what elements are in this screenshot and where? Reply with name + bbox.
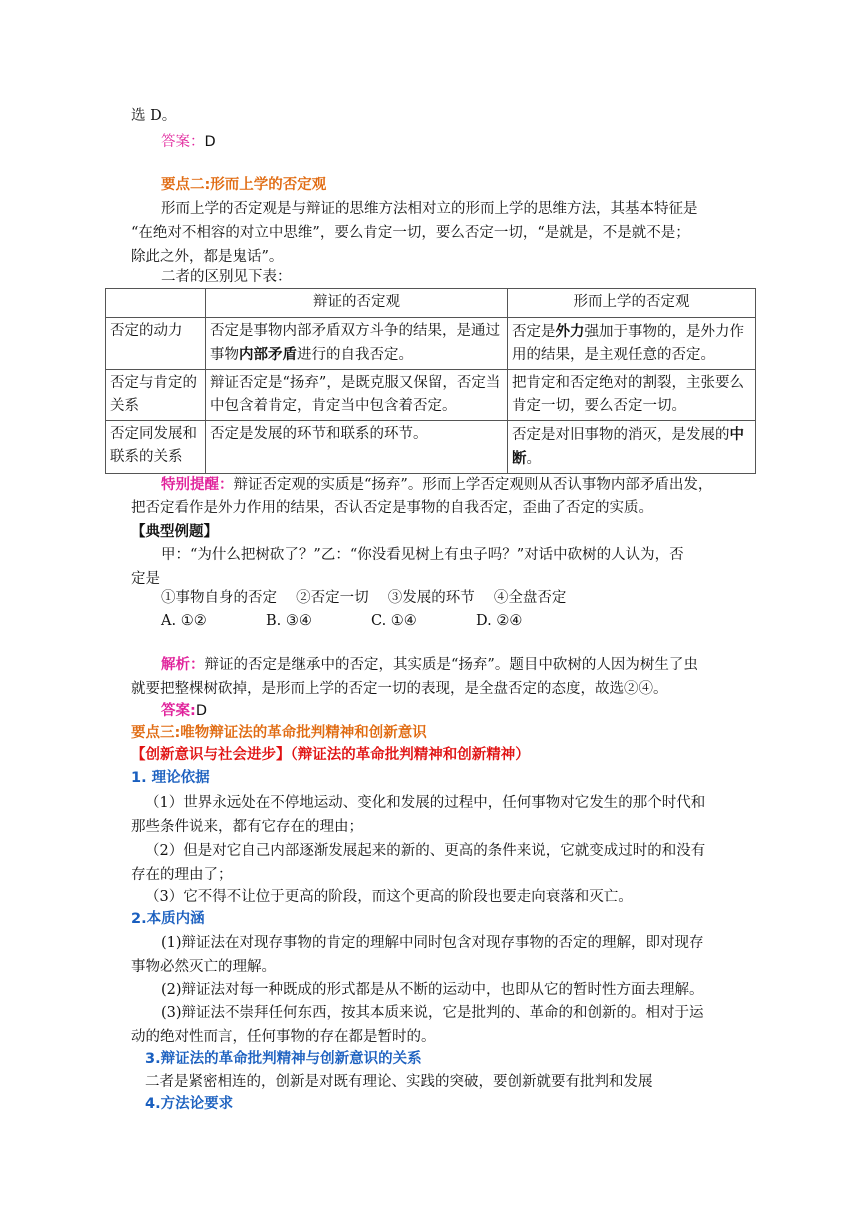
choices-line xyxy=(161,610,786,633)
question-line: 定是 xyxy=(131,571,160,587)
text-line: 选 D。 xyxy=(131,108,177,124)
point-line: (2)辩证法对每一种既成的形式都是从不断的运动中，也即从它的暂时性方面去理解。 xyxy=(161,982,704,998)
point-line: (3)辩证法不崇拜任何东西，按其本质来说，它是批判的、革命的和创新的。相对于运 xyxy=(161,1005,704,1021)
section-heading: 要点三:唯物辩证法的革命批判精神和创新意识 xyxy=(131,725,427,741)
table-row xyxy=(106,318,756,370)
table-intro: 二者的区别见下表： xyxy=(161,269,292,285)
special-reminder-line xyxy=(161,474,786,497)
dialectic-cell xyxy=(206,370,508,421)
options-line: ①事物自身的否定 ②否定一切 ③发展的环节 ④全盘否定 xyxy=(161,590,567,606)
example-answer-line xyxy=(161,700,786,723)
analysis-label: 解析： xyxy=(161,657,205,673)
cell-text: 把肯定和否定绝对的割裂，主张要么肯定一切，要么否定一切。 xyxy=(512,375,744,414)
point-line: 事物必然灭亡的理解。 xyxy=(131,959,276,975)
question-line: 甲：“为什么把树砍了？”乙：“你没看见树上有虫子吗？”对话中砍树的人认为，否 xyxy=(161,547,684,563)
row-label-text: 关系 xyxy=(110,398,139,414)
row-label-text: 否定同发展和 xyxy=(110,426,197,442)
example-answer-value: D xyxy=(195,703,207,719)
section-heading: 要点二:形而上学的否定观 xyxy=(161,177,327,193)
point-line: （1）世界永远处在不停地运动、变化和发展的过程中，任何事物对它发生的那个时代和 xyxy=(145,795,706,811)
special-reminder-label: 特别提醒： xyxy=(161,477,234,493)
point-line: 那些条件说来，都有它存在的理由； xyxy=(131,819,363,835)
table-header-cell xyxy=(106,289,206,318)
cell-text: 进行的自我否定。 xyxy=(297,347,413,363)
cell-text: 。 xyxy=(526,451,541,467)
point-line: （3）它不得不让位于更高的阶段，而这个更高的阶段也要走向衰落和灭亡。 xyxy=(145,889,633,905)
paragraph-line: 除此之外，都是鬼话”。 xyxy=(131,249,284,265)
point-title: 2.本质内涵 xyxy=(131,911,205,927)
cell-bold-text: 中断 xyxy=(512,426,744,467)
choice-d: D. ②④ xyxy=(476,613,523,629)
analysis-line xyxy=(161,654,786,677)
point-title: 1. 理论依据 xyxy=(131,770,210,786)
example-answer-label: 答案: xyxy=(161,703,196,719)
point-line: (1)辩证法在对现存事物的肯定的理解中同时包含对现存事物的否定的理解，即对现存 xyxy=(161,935,704,951)
row-label-text: 联系的关系 xyxy=(110,449,183,465)
answer-value: D xyxy=(204,134,216,150)
cell-text: 辩证否定是“扬弃”，是既克服又保留，否定当中包含着肯定，肯定当中包含着否定。 xyxy=(210,375,501,414)
choice-c: C. ①④ xyxy=(371,613,417,629)
row-label xyxy=(106,370,206,421)
answer-line xyxy=(161,131,786,154)
dialectic-cell xyxy=(206,318,508,370)
point-line: 动的绝对性而言，任何事物的存在都是暂时的。 xyxy=(131,1029,436,1045)
cell-text: 强加于事物的，是外力作用的结果，是主观任意的否定。 xyxy=(512,324,744,363)
cell-text: 否定是 xyxy=(512,324,556,340)
metaphysics-cell xyxy=(508,318,756,370)
point-line: （2）但是对它自己内部逐渐发展起来的新的、更高的条件来说，它就变成过时的和没有 xyxy=(145,843,706,859)
special-reminder-text: 把否定看作是外力作用的结果，否认否定是事物的自我否定，歪曲了否定的实质。 xyxy=(131,500,653,516)
table-header-row xyxy=(106,289,756,318)
table-header-cell: 形而上学的否定观 xyxy=(508,289,756,318)
row-label-text: 否定的动力 xyxy=(110,323,183,339)
cell-bold-text: 外力 xyxy=(555,323,585,340)
answer-label: 答案： xyxy=(161,134,205,150)
cell-bold-text: 内部矛盾 xyxy=(239,346,297,363)
special-reminder-text: 辩证否定观的实质是“扬弃”。形而上学否定观则从否认事物内部矛盾出发， xyxy=(233,477,713,493)
row-label xyxy=(106,421,206,474)
paragraph-line: “在绝对不相容的对立中思维”，要么肯定一切，要么否定一切，“是就是，不是就不是； xyxy=(131,225,690,241)
point-title: 4.方法论要求 xyxy=(145,1096,234,1112)
comparison-table xyxy=(105,288,756,474)
subsection-heading: 【创新意识与社会进步】（辩证法的革命批判精神和创新精神） xyxy=(131,747,530,763)
analysis-text: 就要把整棵树砍掉，是形而上学的否定一切的表现，是全盘否定的态度，故选②④。 xyxy=(131,681,668,697)
example-heading: 【典型例题】 xyxy=(131,523,218,540)
metaphysics-cell xyxy=(508,370,756,421)
cell-text: 否定是事物内部矛盾双方斗争的结果，是通过事物 xyxy=(210,323,500,363)
dialectic-cell xyxy=(206,421,508,474)
row-label-text: 否定与肯定的 xyxy=(110,375,197,391)
paragraph-line: 形而上学的否定观是与辩证的思维方法相对立的形而上学的思维方法，其基本特征是 xyxy=(161,201,698,217)
table-row xyxy=(106,370,756,421)
metaphysics-cell xyxy=(508,421,756,474)
point-title: 3.辩证法的革命批判精神与创新意识的关系 xyxy=(145,1051,422,1067)
point-line: 二者是紧密相连的，创新是对既有理论、实践的突破，要创新就要有批判和发展 xyxy=(145,1074,653,1090)
row-label xyxy=(106,318,206,370)
table-row xyxy=(106,421,756,474)
point-line: 存在的理由了； xyxy=(131,867,233,883)
cell-text: 否定是发展的环节和联系的环节。 xyxy=(210,426,428,442)
analysis-text: 辩证的否定是继承中的否定，其实质是“扬弃”。题目中砍树的人因为树生了虫 xyxy=(204,657,698,673)
cell-text: 否定是对旧事物的消灭，是发展的 xyxy=(512,427,730,443)
table-header-cell: 辩证的否定观 xyxy=(206,289,508,318)
choice-a: A. ①② xyxy=(161,613,207,629)
choice-b: B. ③④ xyxy=(266,613,312,629)
